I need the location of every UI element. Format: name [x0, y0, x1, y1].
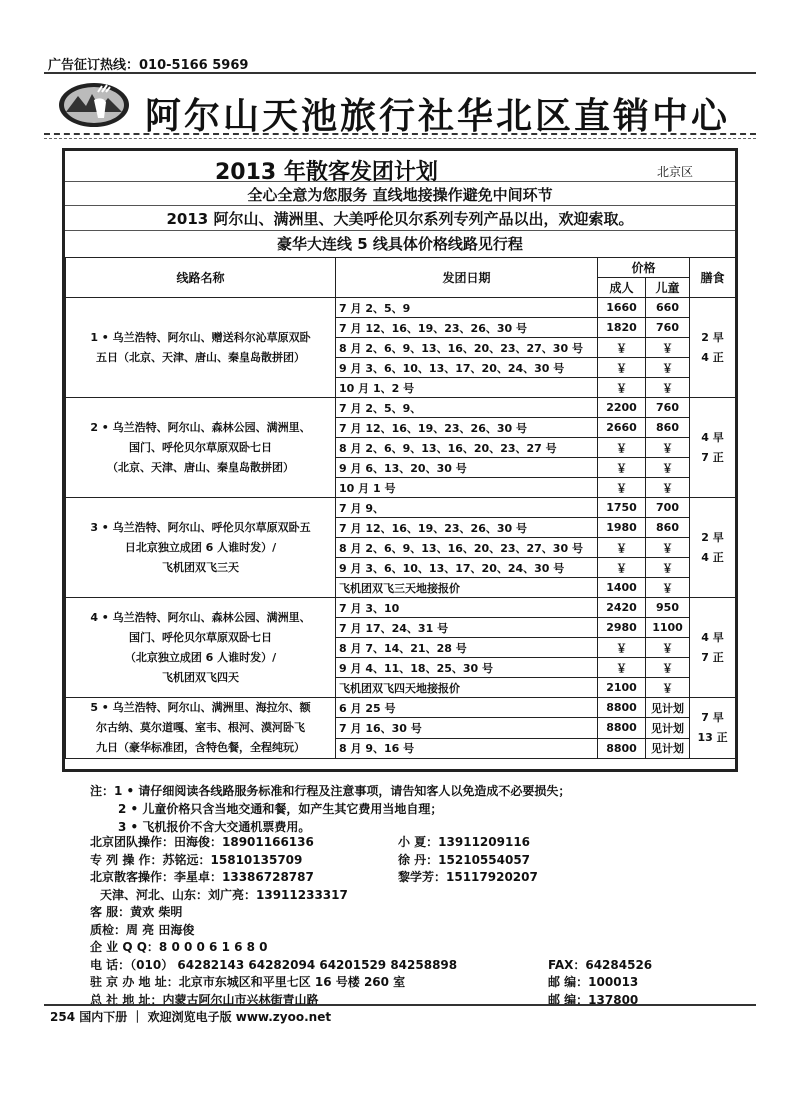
table-row [66, 698, 736, 718]
child-price-cell: ￥ [646, 558, 690, 578]
meal-cell [690, 398, 736, 498]
col-route-header: 线路名称 [66, 258, 336, 298]
table-row [66, 398, 736, 418]
child-price-cell: ￥ [646, 678, 690, 698]
contact-row [90, 903, 730, 921]
contact-row [90, 956, 730, 974]
contact-row [90, 886, 730, 904]
route-name-line: 飞机团双飞三天 [162, 560, 239, 574]
col-date-header: 发团日期 [336, 258, 598, 298]
route-name-line: 日北京独立成团 6 人谁时发）/ [124, 540, 277, 554]
departure-date-cell: 7 月 12、16、19、23、26、30 号 [336, 418, 598, 438]
departure-date-cell: 7 月 12、16、19、23、26、30 号 [336, 518, 598, 538]
route-name-cell [66, 398, 336, 498]
note-line: 3 • 飞机报价不含大交通机票费用。 [118, 820, 311, 834]
schedule-table [65, 257, 736, 759]
adult-price-cell: 2660 [598, 418, 646, 438]
adult-price-cell: 8800 [598, 698, 646, 718]
child-price-cell: 见计划 [646, 698, 690, 718]
table-row [66, 598, 736, 618]
departure-date-cell: 6 月 25 号 [336, 698, 598, 718]
departure-date-cell: 9 月 4、11、18、25、30 号 [336, 658, 598, 678]
header-rule [65, 181, 735, 182]
schedule-header [65, 151, 735, 258]
contact-headquarters: 总 社 地 址：内蒙古阿尔山市兴林街青山路 [90, 992, 319, 1007]
adult-price-cell: ￥ [598, 658, 646, 678]
contact-qq: 企 业 Q Q：8 0 0 0 6 1 6 8 0 [90, 940, 268, 954]
departure-date-cell: 9 月 3、6、10、13、17、20、24、30 号 [336, 558, 598, 578]
contact-row [90, 868, 730, 886]
contact-xiaoxia: 小 夏：13911209116 [398, 835, 531, 849]
contact-quality: 质检：周 亮 田海俊 [90, 922, 195, 937]
divider-dashed-thin [44, 138, 756, 139]
child-price-cell: 见计划 [646, 718, 690, 738]
route-name-line: 2 • 乌兰浩特、阿尔山、森林公园、满洲里、 [90, 420, 311, 434]
child-price-cell: 860 [646, 518, 690, 538]
adult-price-cell: 8800 [598, 718, 646, 738]
adult-price-cell: ￥ [598, 558, 646, 578]
contact-row [90, 973, 730, 991]
ad-hotline: 广告征订热线：010-5166 5969 [48, 58, 249, 73]
meal-line: 13 正 [697, 731, 728, 744]
note-line: 2 • 儿童价格只含当地交通和餐，如产生其它费用当地自理； [118, 802, 443, 816]
adult-price-cell: ￥ [598, 638, 646, 658]
child-price-cell: 950 [646, 598, 690, 618]
adult-price-cell: ￥ [598, 338, 646, 358]
adult-price-cell: ￥ [598, 358, 646, 378]
meal-line: 4 正 [701, 350, 724, 364]
child-price-cell: ￥ [646, 638, 690, 658]
departure-date-cell: 8 月 2、6、9、13、16、20、23、27、30 号 [336, 538, 598, 558]
child-price-cell: ￥ [646, 378, 690, 398]
meal-cell [690, 598, 736, 698]
departure-date-cell: 8 月 9、16 号 [336, 738, 598, 758]
departure-date-cell: 8 月 7、14、21、28 号 [336, 638, 598, 658]
route-name-line: 1 • 乌兰浩特、阿尔山、赠送科尔沁草原双卧 [90, 330, 311, 344]
departure-date-cell: 8 月 2、6、9、13、16、20、23、27 号 [336, 438, 598, 458]
meal-cell [690, 698, 736, 759]
child-price-cell: 860 [646, 418, 690, 438]
meal-line: 4 正 [701, 550, 724, 564]
route-name-line: 4 • 乌兰浩特、阿尔山、森林公园、满洲里、 [90, 610, 311, 624]
adult-price-cell: 2980 [598, 618, 646, 638]
region-label: 北京区 [657, 165, 694, 179]
adult-price-cell: 2100 [598, 678, 646, 698]
departure-date-cell: 7 月 17、24、31 号 [336, 618, 598, 638]
contact-beijing-office: 驻 京 办 地 址：北京市东城区和平里七区 16 号楼 260 室 [90, 975, 406, 989]
departure-date-cell: 飞机团双飞四天地接报价 [336, 678, 598, 698]
meal-line: 7 正 [701, 650, 724, 664]
contact-row [90, 938, 730, 956]
departure-date-cell: 9 月 6、13、20、30 号 [336, 458, 598, 478]
col-adult-header: 成人 [598, 278, 646, 298]
route-name-line: 尔古纳、莫尔道嘎、室韦、根河、漠河卧飞 [96, 721, 305, 734]
route-name-line: （北京、天津、唐山、秦皇岛散拼团） [107, 460, 294, 474]
contact-special-train: 专 列 操 作：苏铭远：15810135709 [90, 852, 303, 867]
plan-title: 2013 年散客发团计划 [215, 160, 438, 185]
slogan-products: 2013 阿尔山、满洲里、大美呼伦贝尔系列专列产品以出，欢迎索取。 [166, 210, 634, 228]
child-price-cell: 760 [646, 318, 690, 338]
departure-date-cell: 飞机团双飞三天地接报价 [336, 578, 598, 598]
route-name-line: 五日（北京、天津、唐山、秦皇岛散拼团） [96, 350, 305, 364]
top-divider [44, 72, 756, 74]
col-price-header: 价格 [598, 258, 690, 278]
meal-line: 2 早 [701, 530, 724, 544]
child-price-cell: ￥ [646, 538, 690, 558]
contact-phone: 电 话：（010） 64282143 64282094 64201529 84258898 [90, 957, 458, 972]
route-name-line: 飞机团双飞四天 [162, 670, 239, 684]
child-price-cell: ￥ [646, 458, 690, 478]
slogan-routes: 豪华大连线 5 线具体价格线路见行程 [277, 235, 523, 253]
adult-price-cell: 1750 [598, 498, 646, 518]
contact-postcode-beijing: 邮 编：100013 [548, 975, 639, 989]
child-price-cell: 760 [646, 398, 690, 418]
departure-date-cell: 7 月 2、5、9 [336, 298, 598, 318]
adult-price-cell: 1980 [598, 518, 646, 538]
departure-date-cell: 7 月 16、30 号 [336, 718, 598, 738]
route-name-line: 5 • 乌兰浩特、阿尔山、满洲里、海拉尔、额 [90, 701, 311, 714]
route-name-line: （北京独立成团 6 人谁时发）/ [124, 650, 277, 664]
child-price-cell: ￥ [646, 338, 690, 358]
meal-cell [690, 498, 736, 598]
header-rule [65, 230, 735, 231]
company-title: 阿尔山天池旅行社华北区直销中心 [145, 96, 731, 137]
route-name-cell [66, 498, 336, 598]
contact-row [90, 833, 730, 851]
route-name-line: 国门、呼伦贝尔草原双卧七日 [129, 440, 272, 454]
divider-dashed [44, 133, 756, 135]
col-meal-header: 膳食 [690, 258, 736, 298]
slogan-service: 全心全意为您服务 直线地接操作避免中间环节 [247, 186, 553, 204]
meal-line: 7 正 [701, 450, 724, 464]
notes [90, 782, 570, 836]
adult-price-cell: ￥ [598, 378, 646, 398]
contact-lixuefang: 黎学芳：15117920207 [398, 870, 538, 884]
contact-beijing-team: 北京团队操作：田海俊：18901166136 [90, 835, 314, 849]
contact-tianjin: 天津、河北、山东：刘广亮：13911233317 [100, 887, 348, 902]
adult-price-cell: 2200 [598, 398, 646, 418]
table-row [66, 298, 736, 318]
child-price-cell: 700 [646, 498, 690, 518]
page-footer: 254 国内下册 ｜ 欢迎浏览电子版 www.zyoo.net [50, 1010, 332, 1024]
departure-date-cell: 7 月 9、 [336, 498, 598, 518]
meal-line: 7 早 [701, 711, 724, 724]
child-price-cell: ￥ [646, 438, 690, 458]
departure-date-cell: 7 月 2、5、9、 [336, 398, 598, 418]
note-line: 注：1 • 请仔细阅读各线路服务标准和行程及注意事项，请告知客人以免造成不必要损失； [90, 784, 571, 798]
departure-date-cell: 8 月 2、6、9、13、16、20、23、27、30 号 [336, 338, 598, 358]
col-child-header: 儿童 [646, 278, 690, 298]
contacts [90, 833, 730, 1008]
footer-divider [44, 1004, 756, 1006]
contact-row [90, 851, 730, 869]
adult-price-cell: ￥ [598, 478, 646, 498]
adult-price-cell: ￥ [598, 438, 646, 458]
schedule-box [62, 148, 738, 772]
departure-date-cell: 7 月 12、16、19、23、26、30 号 [336, 318, 598, 338]
route-name-cell [66, 598, 336, 698]
contact-fax: FAX：64284526 [548, 957, 653, 972]
contact-service: 客 服：黄欢 柴明 [90, 905, 183, 919]
child-price-cell: ￥ [646, 658, 690, 678]
meal-cell [690, 298, 736, 398]
child-price-cell: 660 [646, 298, 690, 318]
route-name-cell [66, 298, 336, 398]
adult-price-cell: ￥ [598, 458, 646, 478]
child-price-cell: ￥ [646, 578, 690, 598]
child-price-cell: 1100 [646, 618, 690, 638]
contact-row [90, 921, 730, 939]
contact-xudan: 徐 丹：15210554057 [398, 852, 531, 867]
route-name-line: 国门、呼伦贝尔草原双卧七日 [129, 630, 272, 644]
departure-date-cell: 10 月 1 号 [336, 478, 598, 498]
child-price-cell: ￥ [646, 358, 690, 378]
adult-price-cell: 1660 [598, 298, 646, 318]
adult-price-cell: 1820 [598, 318, 646, 338]
adult-price-cell: 1400 [598, 578, 646, 598]
route-name-line: 九日（豪华标准团，含特色餐，全程纯玩） [96, 741, 305, 754]
child-price-cell: ￥ [646, 478, 690, 498]
adult-price-cell: 8800 [598, 738, 646, 758]
departure-date-cell: 10 月 1、2 号 [336, 378, 598, 398]
child-price-cell: 见计划 [646, 738, 690, 758]
table-row [66, 498, 736, 518]
route-name-line: 3 • 乌兰浩特、阿尔山、呼伦贝尔草原双卧五 [90, 520, 311, 534]
adult-price-cell: ￥ [598, 538, 646, 558]
deer-logo-icon [58, 82, 130, 128]
contact-postcode-hq: 邮 编：137800 [548, 992, 639, 1007]
header-rule [65, 205, 735, 206]
meal-line: 4 早 [701, 630, 724, 644]
contact-beijing-individual: 北京散客操作：李星卓：13386728787 [90, 870, 314, 884]
meal-line: 4 早 [701, 430, 724, 444]
departure-date-cell: 9 月 3、6、10、13、17、20、24、30 号 [336, 358, 598, 378]
meal-line: 2 早 [701, 330, 724, 344]
adult-price-cell: 2420 [598, 598, 646, 618]
route-name-cell [66, 698, 336, 759]
departure-date-cell: 7 月 3、10 [336, 598, 598, 618]
